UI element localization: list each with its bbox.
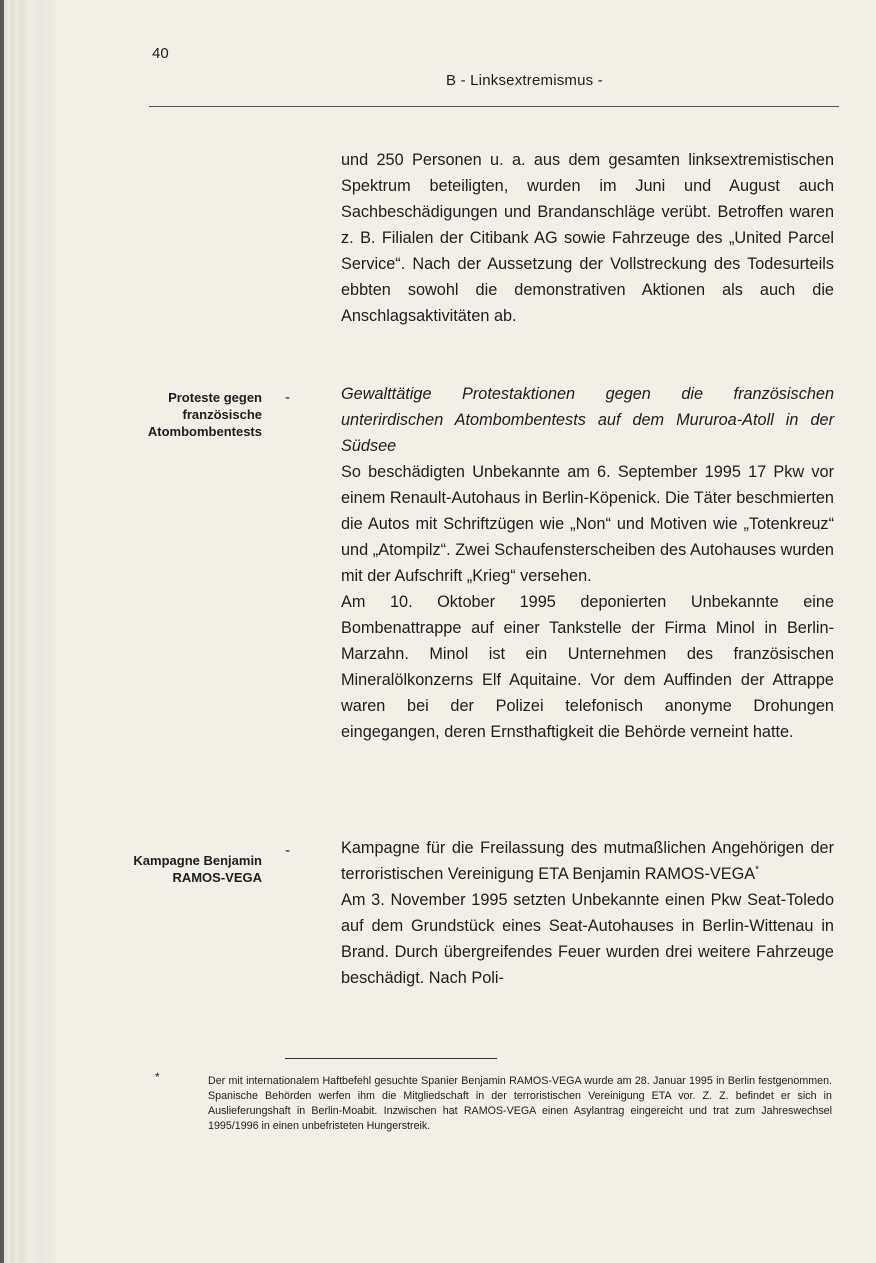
- intro-text: und 250 Personen u. a. aus dem gesamten linksextremistischen Spektrum beteiligten, wurden im Juni und August auch Sachbeschädigungen und Brandanschläge verübt. Betroffen waren z. B. Filialen der Citibank AG sowie Fahrzeuge des „United Parcel Service“. Nach der Aussetzung der Vollstreckung des Todesurteils ebbten sowohl die demonstrativen Aktionen als auch die Anschlagsaktivitäten ab.: [341, 151, 834, 325]
- paragraph: Am 3. November 1995 setzten Unbekannte einen Pkw Seat-Toledo auf dem Grundstück eines Seat-Autohauses in Berlin-Wittenau in Brand. Durch übergreifendes Feuer wurden drei weitere Fahrzeuge beschädigt. Nach Poli-: [341, 891, 834, 987]
- footnote-marker: *: [155, 1070, 160, 1084]
- running-head: B - Linksextremismus -: [446, 72, 603, 89]
- page-edge-stack: [0, 0, 60, 1263]
- paragraph: Am 10. Oktober 1995 deponierten Unbekannte eine Bombenattrappe auf einer Tankstelle der Firma Minol in Berlin-Marzahn. Minol ist ein Unternehmen des französischen Mineralölkonzerns Elf Aquitaine. Vor dem Auffinden der Attrappe waren bei der Polizei telefonisch anonyme Drohungen eingegangen, deren Ernsthaftigkeit die Behörde verneint hatte.: [341, 593, 834, 741]
- intro-paragraph: [341, 147, 834, 329]
- footnote-reference: *: [755, 864, 760, 876]
- paragraph: So beschädigten Unbekannte am 6. September 1995 17 Pkw vor einem Renault-Autohaus in Berlin-Köpenick. Die Täter beschmierten die Autos mit Schriftzügen wie „Non“ und Motiven wie „Totenkreuz“ und „Atompilz“. Zwei Schaufensterscheiben des Autohauses wurden mit der Aufschrift „Krieg“ versehen.: [341, 463, 834, 585]
- section-dash: -: [285, 842, 290, 859]
- page-number: 40: [152, 45, 169, 62]
- section-campaign: [341, 835, 834, 991]
- section-dash: -: [285, 389, 290, 406]
- margin-label-campaign: Kampagne Benjamin RAMOS-VEGA: [133, 853, 262, 885]
- header-rule: [149, 106, 839, 107]
- footnote-rule: [285, 1058, 497, 1059]
- section-protests: [341, 381, 834, 745]
- scan-edge-bar: [0, 0, 4, 1263]
- section-heading: [341, 835, 834, 887]
- footnote-text: Der mit internationalem Haftbefehl gesuchte Spanier Benjamin RAMOS-VEGA wurde am 28. Januar 1995 in Berlin festgenommen. Spanische Behörden werfen ihm die Mitgliedschaft in der terroristischen Vereinigung ETA vor. Z. Z. befindet er sich in Auslieferungshaft in Berlin-Moabit. Inzwischen hat RAMOS-VEGA einen Asylantrag eingereicht und trat zum Jahreswechsel 1995/1996 in einen unbefristeten Hungerstreik.: [208, 1075, 832, 1132]
- section-heading-text: Kampagne für die Freilassung des mutmaßlichen Angehörigen der terroristischen Vereinigung ETA Benjamin RAMOS-VEGA: [341, 839, 834, 883]
- margin-label-protests: Proteste gegen französische Atombombentests: [147, 390, 262, 439]
- section-heading: Gewalttätige Protestaktionen gegen die französischen unterirdischen Atombombentests auf dem Mururoa-Atoll in der Südsee: [341, 385, 834, 455]
